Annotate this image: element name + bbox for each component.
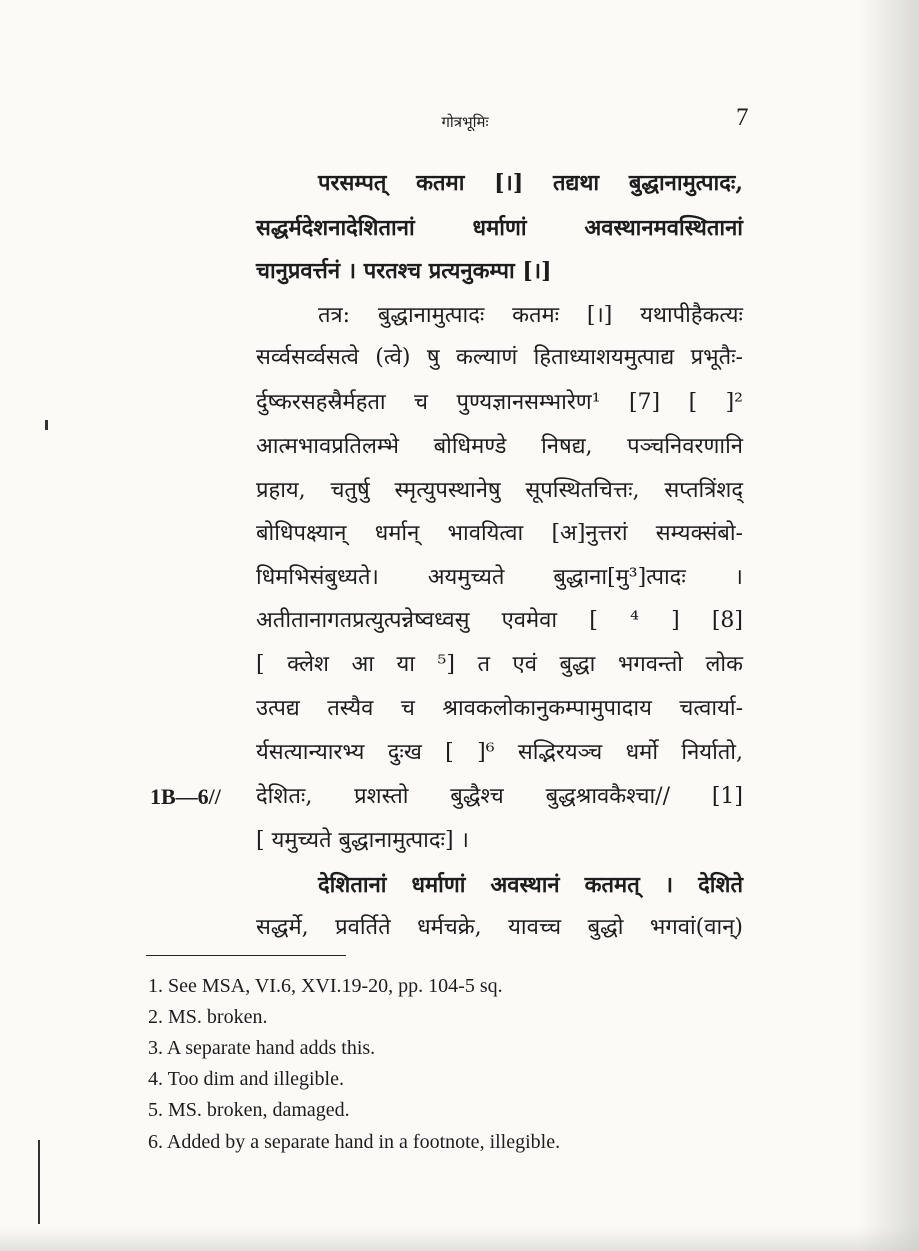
footnote: 6. Added by a separate hand in a footnote, illegible. <box>148 1131 561 1153</box>
text-line: सद्धर्मे, प्रवर्तिते धर्मचक्रे, यावच्च बुद्धो भगवां(वान्) <box>256 915 743 940</box>
text-line: बोधिपक्ष्यान् धर्मान् भावयित्वा [अ]नुत्तरां सम्यक्संबो- <box>256 521 743 546</box>
scan-mark <box>45 420 48 430</box>
text-line: अतीतानागतप्रत्युत्पन्नेष्वध्वसु एवमेवा [ ⁴ ] [8] <box>256 608 743 633</box>
text-line: र्यसत्यान्यारभ्य दुःख [ ]⁶ सद्भिरयञ्च धर्मो निर्यातो, <box>256 740 743 765</box>
text-line: धिमभिसंबुध्यते। अयमुच्यते बुद्धाना[मु³]त्पादः । <box>256 565 743 590</box>
text-line: परसम्पत् कतमा [।] तद्यथा बुद्धानामुत्पादः, <box>318 170 743 196</box>
text-line: उत्पद्य तस्यैव च श्रावकलोकानुकम्पामुपादाय चत्वार्या- <box>256 696 743 721</box>
running-head: गोत्रभूमिः <box>441 113 489 131</box>
text-line: प्रहाय, चतुर्षु स्मृत्युपस्थानेषु सूपस्थितचित्तः, सप्तत्रिंशद् <box>256 478 743 503</box>
manuscript-folio-ref: 1B—6// <box>150 784 221 809</box>
text-line: सद्धर्मदेशनादेशितानां धर्माणां अवस्थानमवस्थितानां <box>256 215 743 241</box>
text-line: तत्र: बुद्धानामुत्पादः कतमः [।] यथापीहैकत्यः <box>318 303 743 328</box>
text-line: सर्व्वसर्व्वसत्वे (त्वे) षु कल्याणं हिताध्याशयमुत्पाद्य प्रभूतैः- <box>256 345 743 370</box>
page-number: 7 <box>736 104 749 131</box>
scan-mark <box>38 1140 40 1224</box>
footnote: 3. A separate hand adds this. <box>148 1037 376 1059</box>
text-line: चानुप्रवर्त्तनं । परतश्च प्रत्यनुकम्पा [।] <box>256 258 552 284</box>
text-line: [ यमुच्यते बुद्धानामुत्पादः] । <box>256 828 469 853</box>
page-bottom-edge <box>0 1227 919 1251</box>
text-line: देशितानां धर्माणां अवस्थानं कतमत् । देशिते <box>318 872 743 898</box>
text-line: आत्मभावप्रतिलम्भे बोधिमण्डे निषद्य, पञ्चनिवरणानि <box>256 434 743 459</box>
page-shadow <box>859 0 919 1251</box>
footnote: 2. MS. broken. <box>148 1006 268 1028</box>
text-line: [ क्लेश आ या ⁵] त एवं बुद्धा भगवन्तो लोक <box>256 652 743 677</box>
footnote: 4. Too dim and illegible. <box>148 1068 344 1090</box>
footnote: 1. See MSA, VI.6, XVI.19-20, pp. 104-5 sq. <box>148 975 503 997</box>
text-line: देशितः, प्रशस्तो बुद्धैश्च बुद्धश्रावकैश्चा// [1] <box>256 784 743 809</box>
footnote: 5. MS. broken, damaged. <box>148 1099 350 1121</box>
text-line: र्दुष्करसहस्रैर्महता च पुण्यज्ञानसम्भारेण¹ [7] [ ]² <box>256 390 743 415</box>
footnote-divider <box>146 955 346 956</box>
